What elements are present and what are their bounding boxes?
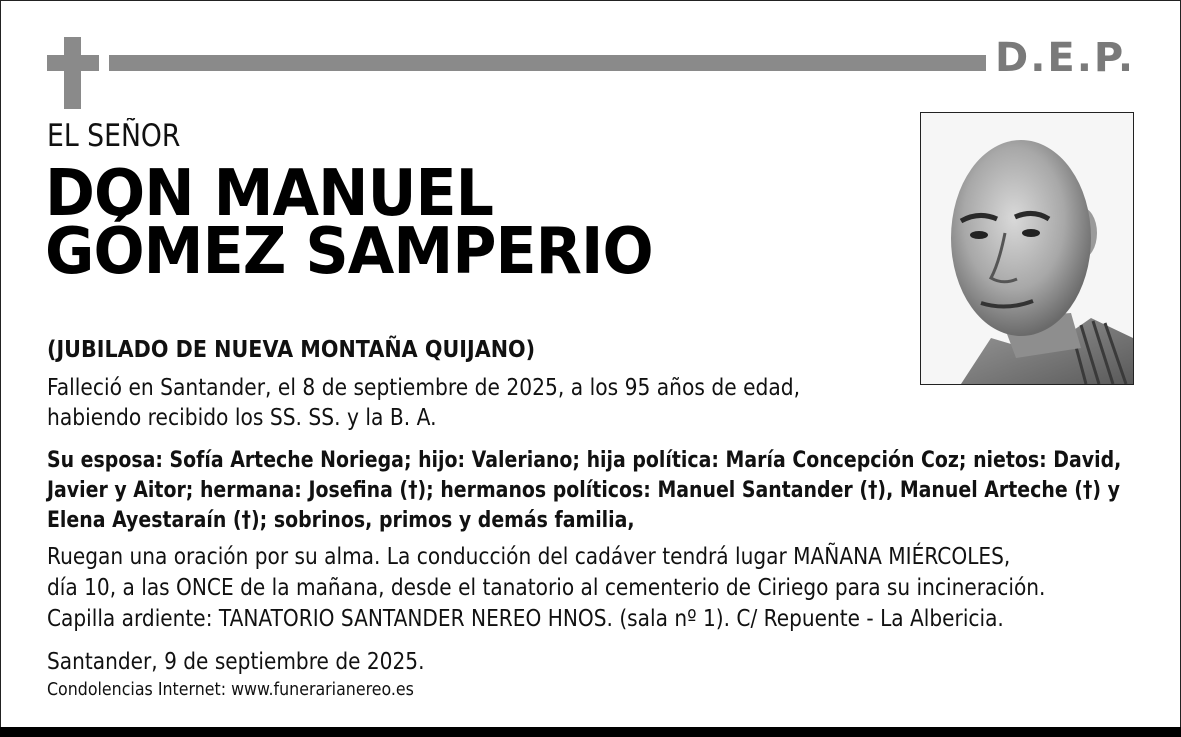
cross-icon — [47, 37, 99, 109]
service-line-2: día 10, a las ONCE de la mañana, desde el tanatorio al cementerio de Ciriego para su incineración. — [47, 575, 1046, 601]
deceased-name — [45, 157, 653, 289]
honorific: EL SEÑOR — [47, 118, 181, 154]
name-line-1: DON MANUEL — [45, 157, 494, 231]
portrait-photo — [920, 112, 1134, 385]
name-line-2: GÓMEZ SAMPERIO — [45, 215, 653, 289]
portrait-image — [921, 113, 1133, 384]
bottom-bar — [0, 727, 1181, 737]
family-line-3: Elena Ayestaraín (†); sobrinos, primos y demás familia, — [47, 508, 635, 533]
place-date: Santander, 9 de septiembre de 2025. — [47, 649, 425, 675]
condolences-line: Condolencias Internet: www.funerarianereo.es — [47, 679, 414, 700]
service-line-3: Capilla ardiente: TANATORIO SANTANDER NEREO HNOS. (sala nº 1). C/ Repuente - La Albericia. — [47, 606, 1004, 632]
occupation: (JUBILADO DE NUEVA MONTAÑA QUIJANO) — [47, 337, 536, 363]
family-line-2: Javier y Aitor; hermana: Josefina (†); hermanos políticos: Manuel Santander (†), Manuel Arteche (†) y — [47, 478, 1120, 503]
death-line-2: habiendo recibido los SS. SS. y la B. A. — [47, 405, 437, 431]
family-line-1: Su esposa: Sofía Arteche Noriega; hijo: Valeriano; hija política: María Concepción Coz; nietos: David, — [47, 448, 1122, 473]
death-line-1: Falleció en Santander, el 8 de septiembre de 2025, a los 95 años de edad, — [47, 375, 801, 401]
dep-label: D.E.P. — [995, 35, 1136, 81]
header-rule — [109, 55, 986, 71]
service-line-1: Ruegan una oración por su alma. La conducción del cadáver tendrá lugar MAÑANA MIÉRCOLES, — [47, 544, 1011, 570]
